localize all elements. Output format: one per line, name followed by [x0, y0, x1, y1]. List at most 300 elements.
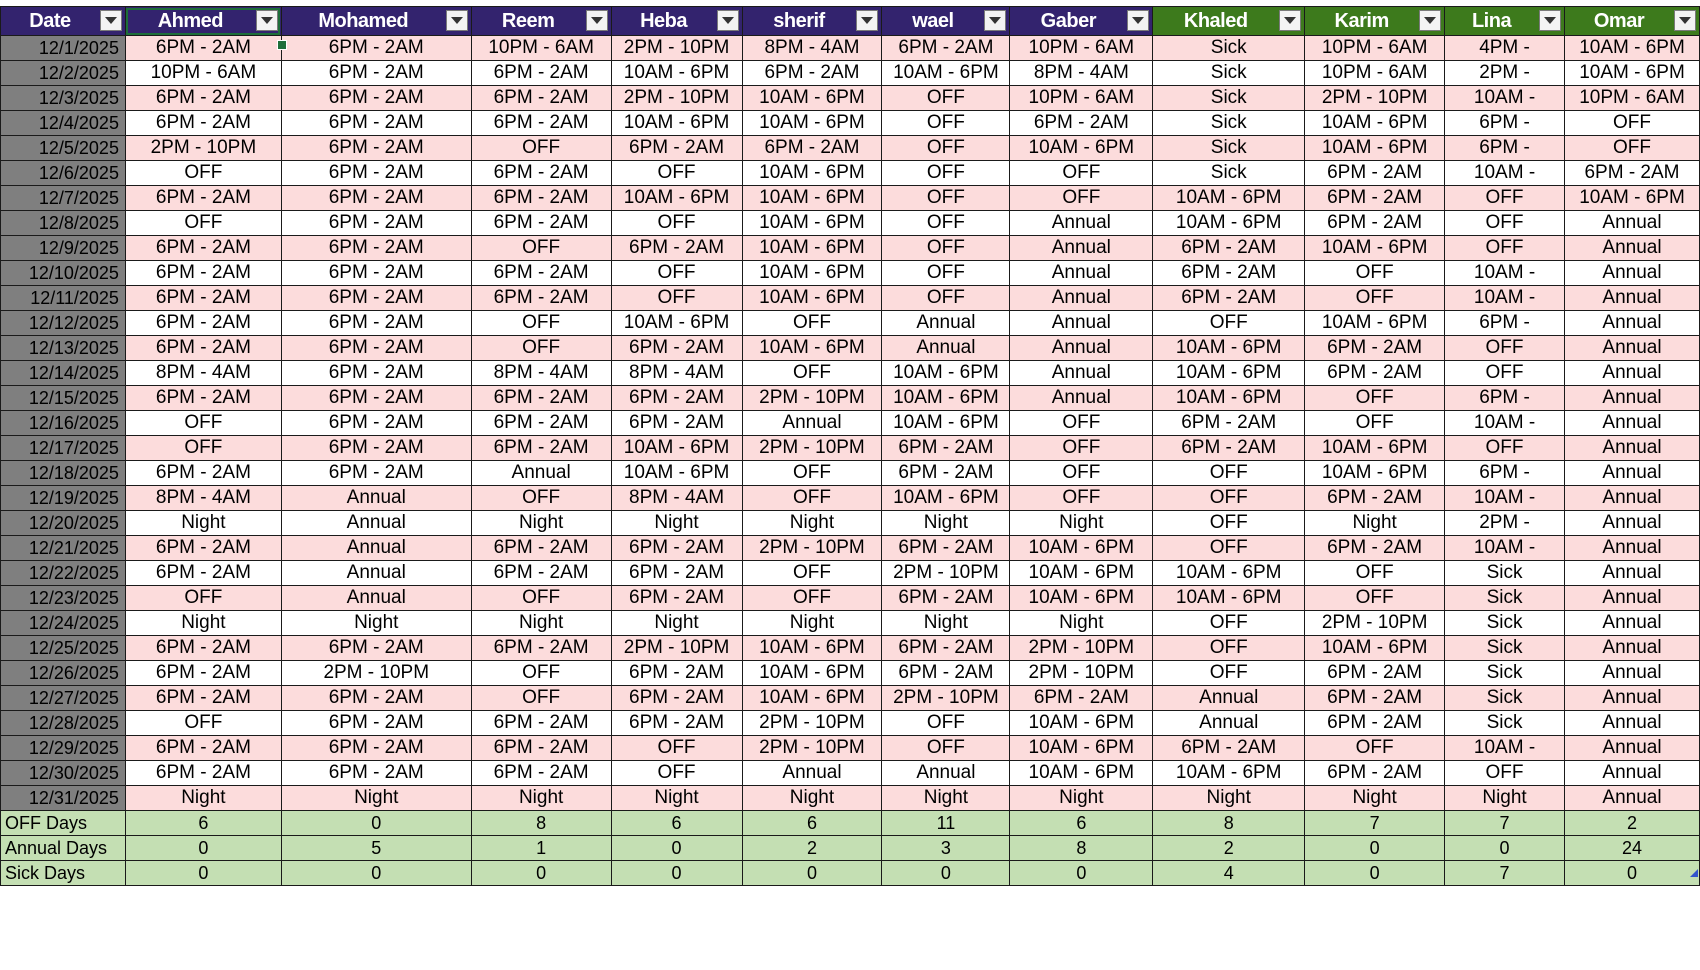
shift-cell[interactable]: 6PM - — [1445, 111, 1565, 136]
shift-cell[interactable]: OFF — [125, 411, 281, 436]
shift-cell[interactable]: Night — [1153, 786, 1305, 811]
shift-cell[interactable]: 10AM - 6PM — [1153, 336, 1305, 361]
shift-cell[interactable]: Night — [1445, 786, 1565, 811]
shift-cell[interactable]: OFF — [1153, 311, 1305, 336]
shift-cell[interactable]: 6PM - 2AM — [1305, 661, 1445, 686]
shift-cell[interactable]: OFF — [611, 161, 742, 186]
shift-cell[interactable]: 10AM - 6PM — [742, 211, 882, 236]
shift-cell[interactable]: OFF — [471, 686, 611, 711]
shift-cell[interactable]: 6PM - 2AM — [882, 636, 1010, 661]
shift-cell[interactable]: OFF — [882, 86, 1010, 111]
shift-cell[interactable]: OFF — [1305, 386, 1445, 411]
shift-cell[interactable]: OFF — [125, 436, 281, 461]
shift-cell[interactable]: 2PM - 10PM — [742, 736, 882, 761]
shift-cell[interactable]: Annual — [1010, 311, 1153, 336]
shift-cell[interactable]: Night — [742, 511, 882, 536]
shift-cell[interactable]: OFF — [882, 736, 1010, 761]
shift-cell[interactable]: 6PM - 2AM — [281, 736, 471, 761]
shift-cell[interactable]: OFF — [882, 136, 1010, 161]
shift-cell[interactable]: OFF — [882, 111, 1010, 136]
shift-cell[interactable]: 6PM - 2AM — [471, 636, 611, 661]
summary-count[interactable]: 7 — [1445, 861, 1565, 886]
shift-cell[interactable]: 6PM - 2AM — [611, 711, 742, 736]
summary-count[interactable]: 24 — [1564, 836, 1699, 861]
shift-cell[interactable]: 6PM - 2AM — [611, 586, 742, 611]
shift-cell[interactable]: 10AM - 6PM — [882, 361, 1010, 386]
shift-cell[interactable]: OFF — [882, 186, 1010, 211]
shift-cell[interactable]: 6PM - 2AM — [125, 386, 281, 411]
shift-cell[interactable]: OFF — [1445, 336, 1565, 361]
date-cell[interactable]: 12/1/2025 — [1, 36, 126, 61]
shift-cell[interactable]: 10AM - 6PM — [1010, 711, 1153, 736]
shift-cell[interactable]: OFF — [1445, 211, 1565, 236]
shift-cell[interactable]: Night — [471, 611, 611, 636]
date-cell[interactable]: 12/3/2025 — [1, 86, 126, 111]
shift-cell[interactable]: 6PM - 2AM — [1305, 186, 1445, 211]
shift-cell[interactable]: 6PM - — [1445, 136, 1565, 161]
shift-cell[interactable]: 6PM - 2AM — [281, 711, 471, 736]
shift-cell[interactable]: OFF — [1153, 461, 1305, 486]
shift-cell[interactable]: 8PM - 4AM — [1010, 61, 1153, 86]
shift-cell[interactable]: 6PM - 2AM — [1305, 211, 1445, 236]
summary-count[interactable]: 2 — [1153, 836, 1305, 861]
shift-cell[interactable]: 10PM - 6AM — [1305, 36, 1445, 61]
summary-count[interactable]: 5 — [281, 836, 471, 861]
shift-cell[interactable]: Sick — [1445, 711, 1565, 736]
summary-count[interactable]: 7 — [1305, 811, 1445, 836]
shift-cell[interactable]: OFF — [1305, 736, 1445, 761]
date-cell[interactable]: 12/29/2025 — [1, 736, 126, 761]
shift-cell[interactable]: OFF — [1445, 236, 1565, 261]
shift-cell[interactable]: 6PM - 2AM — [125, 261, 281, 286]
shift-cell[interactable]: OFF — [1564, 136, 1699, 161]
shift-cell[interactable]: 6PM - 2AM — [125, 661, 281, 686]
shift-cell[interactable]: Annual — [882, 761, 1010, 786]
shift-cell[interactable]: OFF — [1445, 361, 1565, 386]
shift-cell[interactable]: 8PM - 4AM — [611, 361, 742, 386]
shift-cell[interactable]: Night — [471, 786, 611, 811]
date-cell[interactable]: 12/11/2025 — [1, 286, 126, 311]
shift-cell[interactable]: Annual — [1010, 386, 1153, 411]
shift-cell[interactable]: 6PM - 2AM — [1305, 361, 1445, 386]
date-cell[interactable]: 12/26/2025 — [1, 661, 126, 686]
shift-cell[interactable]: OFF — [1305, 286, 1445, 311]
shift-cell[interactable]: OFF — [611, 261, 742, 286]
shift-cell[interactable]: 6PM - 2AM — [471, 261, 611, 286]
shift-cell[interactable]: 6PM - 2AM — [281, 36, 471, 61]
summary-count[interactable]: 0 — [882, 861, 1010, 886]
shift-cell[interactable]: OFF — [1153, 611, 1305, 636]
date-cell[interactable]: 12/10/2025 — [1, 261, 126, 286]
date-cell[interactable]: 12/15/2025 — [1, 386, 126, 411]
shift-cell[interactable]: Annual — [1564, 486, 1699, 511]
filter-dropdown-button[interactable] — [1539, 10, 1561, 31]
shift-cell[interactable]: OFF — [471, 586, 611, 611]
shift-cell[interactable]: 4PM - — [1445, 36, 1565, 61]
shift-cell[interactable]: Annual — [1564, 511, 1699, 536]
shift-cell[interactable]: 10AM - 6PM — [1305, 236, 1445, 261]
date-cell[interactable]: 12/18/2025 — [1, 461, 126, 486]
filter-dropdown-button[interactable] — [1279, 10, 1301, 31]
shift-cell[interactable]: 6PM - 2AM — [611, 536, 742, 561]
shift-cell[interactable]: Annual — [742, 761, 882, 786]
fill-handle[interactable] — [277, 40, 287, 50]
filter-dropdown-button[interactable] — [1127, 10, 1149, 31]
shift-cell[interactable]: Annual — [1010, 211, 1153, 236]
shift-cell[interactable]: 10AM - 6PM — [1305, 136, 1445, 161]
shift-cell[interactable]: 6PM - 2AM — [281, 161, 471, 186]
shift-cell[interactable]: OFF — [742, 311, 882, 336]
shift-cell[interactable]: 6PM - 2AM — [471, 736, 611, 761]
shift-cell[interactable]: 6PM - 2AM — [611, 411, 742, 436]
filter-dropdown-button[interactable] — [1674, 10, 1696, 31]
shift-cell[interactable]: Annual — [1564, 311, 1699, 336]
shift-cell[interactable]: 6PM - 2AM — [882, 586, 1010, 611]
shift-cell[interactable]: OFF — [882, 211, 1010, 236]
shift-cell[interactable]: 6PM - 2AM — [1305, 536, 1445, 561]
shift-cell[interactable]: 6PM - 2AM — [471, 411, 611, 436]
shift-cell[interactable]: OFF — [1445, 436, 1565, 461]
shift-cell[interactable]: Sick — [1153, 86, 1305, 111]
shift-cell[interactable]: 2PM - 10PM — [1010, 636, 1153, 661]
date-cell[interactable]: 12/7/2025 — [1, 186, 126, 211]
filter-dropdown-button[interactable] — [100, 10, 122, 31]
shift-cell[interactable]: 10AM - 6PM — [742, 86, 882, 111]
shift-cell[interactable]: Annual — [1010, 336, 1153, 361]
shift-cell[interactable]: 10AM - 6PM — [1564, 61, 1699, 86]
shift-cell[interactable]: Night — [611, 786, 742, 811]
shift-cell[interactable]: 10AM - 6PM — [742, 636, 882, 661]
summary-count[interactable]: 8 — [1010, 836, 1153, 861]
shift-cell[interactable]: 10AM - 6PM — [882, 386, 1010, 411]
shift-cell[interactable]: 6PM - 2AM — [1564, 161, 1699, 186]
shift-cell[interactable]: Annual — [742, 411, 882, 436]
shift-cell[interactable]: OFF — [611, 761, 742, 786]
shift-cell[interactable]: 2PM - 10PM — [281, 661, 471, 686]
shift-cell[interactable]: 6PM - 2AM — [1305, 711, 1445, 736]
shift-cell[interactable]: 6PM - 2AM — [281, 111, 471, 136]
shift-cell[interactable]: 10AM - 6PM — [742, 286, 882, 311]
shift-cell[interactable]: 6PM - 2AM — [611, 236, 742, 261]
column-header-khaled[interactable] — [1153, 7, 1305, 36]
shift-cell[interactable]: Sick — [1153, 36, 1305, 61]
shift-cell[interactable]: 10AM - 6PM — [742, 186, 882, 211]
shift-cell[interactable]: 10AM - — [1445, 536, 1565, 561]
shift-cell[interactable]: 6PM - 2AM — [125, 636, 281, 661]
shift-cell[interactable]: 6PM - 2AM — [281, 761, 471, 786]
summary-count[interactable]: 0 — [1305, 836, 1445, 861]
shift-cell[interactable]: Night — [125, 511, 281, 536]
date-cell[interactable]: 12/30/2025 — [1, 761, 126, 786]
shift-cell[interactable]: OFF — [882, 286, 1010, 311]
summary-count[interactable]: 6 — [1010, 811, 1153, 836]
shift-cell[interactable]: 6PM - 2AM — [281, 261, 471, 286]
column-header-karim[interactable] — [1305, 7, 1445, 36]
shift-cell[interactable]: 6PM - 2AM — [281, 461, 471, 486]
shift-cell[interactable]: Sick — [1153, 161, 1305, 186]
shift-cell[interactable]: Annual — [1153, 711, 1305, 736]
shift-cell[interactable]: 6PM - 2AM — [125, 236, 281, 261]
shift-cell[interactable]: OFF — [742, 486, 882, 511]
shift-cell[interactable]: Annual — [1153, 686, 1305, 711]
shift-cell[interactable]: 10AM - 6PM — [611, 111, 742, 136]
shift-cell[interactable]: Sick — [1445, 661, 1565, 686]
shift-cell[interactable]: 6PM - 2AM — [1010, 111, 1153, 136]
date-cell[interactable]: 12/20/2025 — [1, 511, 126, 536]
shift-cell[interactable]: 6PM - 2AM — [1305, 336, 1445, 361]
shift-cell[interactable]: 6PM - — [1445, 311, 1565, 336]
date-cell[interactable]: 12/19/2025 — [1, 486, 126, 511]
shift-cell[interactable]: Sick — [1445, 586, 1565, 611]
shift-cell[interactable]: 6PM - 2AM — [281, 86, 471, 111]
shift-cell[interactable]: 6PM - 2AM — [611, 686, 742, 711]
shift-cell[interactable]: 10AM - — [1445, 411, 1565, 436]
shift-cell[interactable]: 6PM - 2AM — [882, 461, 1010, 486]
shift-cell[interactable]: 6PM - 2AM — [471, 86, 611, 111]
summary-count[interactable]: 0 — [471, 861, 611, 886]
summary-count[interactable]: 6 — [611, 811, 742, 836]
shift-cell[interactable]: 2PM - 10PM — [1305, 86, 1445, 111]
shift-cell[interactable]: OFF — [1305, 411, 1445, 436]
date-cell[interactable]: 12/6/2025 — [1, 161, 126, 186]
shift-cell[interactable]: 10PM - 6AM — [471, 36, 611, 61]
shift-cell[interactable]: OFF — [611, 211, 742, 236]
shift-cell[interactable]: 6PM - 2AM — [611, 561, 742, 586]
shift-cell[interactable]: 6PM - 2AM — [125, 186, 281, 211]
shift-cell[interactable]: OFF — [125, 586, 281, 611]
summary-count[interactable]: 7 — [1445, 811, 1565, 836]
shift-cell[interactable]: 6PM - 2AM — [471, 111, 611, 136]
shift-cell[interactable]: OFF — [1153, 486, 1305, 511]
column-header-reem[interactable] — [471, 7, 611, 36]
shift-cell[interactable]: OFF — [1010, 161, 1153, 186]
shift-cell[interactable]: OFF — [1305, 561, 1445, 586]
shift-cell[interactable]: Sick — [1445, 611, 1565, 636]
shift-cell[interactable]: 10AM - 6PM — [1564, 36, 1699, 61]
date-cell[interactable]: 12/25/2025 — [1, 636, 126, 661]
column-header-mohamed[interactable] — [281, 7, 471, 36]
shift-cell[interactable]: 10AM - — [1445, 161, 1565, 186]
shift-cell[interactable]: 2PM - 10PM — [742, 386, 882, 411]
shift-cell[interactable]: Annual — [1564, 211, 1699, 236]
summary-count[interactable]: 0 — [281, 811, 471, 836]
shift-cell[interactable]: OFF — [471, 486, 611, 511]
shift-cell[interactable]: Night — [882, 611, 1010, 636]
date-cell[interactable]: 12/23/2025 — [1, 586, 126, 611]
shift-cell[interactable]: Sick — [1153, 111, 1305, 136]
shift-cell[interactable]: OFF — [1153, 636, 1305, 661]
shift-cell[interactable]: Annual — [1010, 361, 1153, 386]
shift-cell[interactable]: Sick — [1445, 686, 1565, 711]
shift-cell[interactable]: 6PM - 2AM — [1153, 261, 1305, 286]
summary-label[interactable]: Annual Days — [1, 836, 126, 861]
shift-cell[interactable]: Annual — [1564, 536, 1699, 561]
shift-cell[interactable]: OFF — [882, 161, 1010, 186]
shift-cell[interactable]: 10AM - 6PM — [1153, 186, 1305, 211]
shift-cell[interactable]: 6PM - 2AM — [125, 111, 281, 136]
date-cell[interactable]: 12/12/2025 — [1, 311, 126, 336]
summary-count[interactable]: 2 — [742, 836, 882, 861]
filter-dropdown-button[interactable] — [446, 10, 468, 31]
shift-cell[interactable]: OFF — [1305, 261, 1445, 286]
shift-cell[interactable]: 2PM - 10PM — [1305, 611, 1445, 636]
shift-cell[interactable]: 10AM - 6PM — [1010, 736, 1153, 761]
shift-cell[interactable]: OFF — [1153, 511, 1305, 536]
shift-cell[interactable]: 6PM - 2AM — [742, 136, 882, 161]
date-cell[interactable]: 12/24/2025 — [1, 611, 126, 636]
shift-cell[interactable]: 6PM - — [1445, 461, 1565, 486]
shift-cell[interactable]: Annual — [882, 311, 1010, 336]
shift-cell[interactable]: 2PM - 10PM — [742, 711, 882, 736]
shift-cell[interactable]: OFF — [125, 161, 281, 186]
shift-cell[interactable]: Night — [471, 511, 611, 536]
shift-cell[interactable]: 10AM - 6PM — [1010, 561, 1153, 586]
shift-cell[interactable]: 10AM - 6PM — [742, 261, 882, 286]
shift-cell[interactable]: OFF — [1010, 436, 1153, 461]
shift-cell[interactable]: 6PM - 2AM — [882, 436, 1010, 461]
column-header-wael[interactable] — [882, 7, 1010, 36]
shift-cell[interactable]: 6PM - 2AM — [882, 36, 1010, 61]
shift-cell[interactable]: 10AM - 6PM — [1564, 186, 1699, 211]
shift-cell[interactable]: 8PM - 4AM — [471, 361, 611, 386]
date-cell[interactable]: 12/13/2025 — [1, 336, 126, 361]
shift-cell[interactable]: 6PM - 2AM — [1010, 686, 1153, 711]
shift-cell[interactable]: Night — [281, 611, 471, 636]
shift-cell[interactable]: OFF — [471, 236, 611, 261]
shift-cell[interactable]: Annual — [1564, 736, 1699, 761]
shift-cell[interactable]: 6PM - 2AM — [1153, 736, 1305, 761]
shift-cell[interactable]: OFF — [125, 711, 281, 736]
shift-cell[interactable]: 10PM - 6AM — [1010, 86, 1153, 111]
shift-cell[interactable]: Annual — [281, 586, 471, 611]
shift-cell[interactable]: 2PM - 10PM — [1010, 661, 1153, 686]
shift-cell[interactable]: OFF — [611, 286, 742, 311]
shift-cell[interactable]: 10AM - 6PM — [742, 336, 882, 361]
shift-cell[interactable]: OFF — [611, 736, 742, 761]
shift-cell[interactable]: Annual — [1564, 661, 1699, 686]
shift-cell[interactable]: 10AM - 6PM — [1153, 386, 1305, 411]
date-cell[interactable]: 12/21/2025 — [1, 536, 126, 561]
shift-cell[interactable]: 6PM - 2AM — [125, 686, 281, 711]
shift-cell[interactable]: Night — [882, 511, 1010, 536]
shift-cell[interactable]: 2PM - 10PM — [882, 686, 1010, 711]
shift-cell[interactable]: 6PM - 2AM — [125, 336, 281, 361]
shift-cell[interactable]: 6PM - 2AM — [471, 286, 611, 311]
shift-cell[interactable]: 6PM - 2AM — [471, 536, 611, 561]
shift-cell[interactable]: OFF — [471, 661, 611, 686]
date-cell[interactable]: 12/17/2025 — [1, 436, 126, 461]
shift-cell[interactable]: 10AM - 6PM — [1010, 136, 1153, 161]
shift-cell[interactable]: 6PM - 2AM — [611, 661, 742, 686]
summary-count[interactable]: 0 — [125, 861, 281, 886]
summary-count[interactable]: 0 — [742, 861, 882, 886]
shift-cell[interactable]: OFF — [882, 261, 1010, 286]
shift-cell[interactable]: 6PM - 2AM — [281, 236, 471, 261]
column-header-ahmed[interactable] — [125, 7, 281, 36]
summary-count[interactable]: 0 — [611, 861, 742, 886]
shift-cell[interactable]: 6PM - 2AM — [281, 336, 471, 361]
summary-count[interactable]: 8 — [471, 811, 611, 836]
shift-cell[interactable]: 10AM - 6PM — [611, 186, 742, 211]
shift-cell[interactable]: Annual — [1564, 261, 1699, 286]
shift-cell[interactable]: 10PM - 6AM — [125, 61, 281, 86]
shift-cell[interactable]: Annual — [1564, 761, 1699, 786]
column-header-omar[interactable] — [1564, 7, 1699, 36]
column-header-lina[interactable] — [1445, 7, 1565, 36]
shift-cell[interactable]: 6PM - 2AM — [125, 461, 281, 486]
summary-count[interactable]: 0 — [1010, 861, 1153, 886]
shift-cell[interactable]: Annual — [281, 561, 471, 586]
filter-dropdown-button[interactable] — [256, 10, 278, 31]
shift-cell[interactable]: OFF — [1305, 586, 1445, 611]
column-header-heba[interactable] — [611, 7, 742, 36]
summary-count[interactable]: 11 — [882, 811, 1010, 836]
date-cell[interactable]: 12/9/2025 — [1, 236, 126, 261]
shift-cell[interactable]: 6PM - 2AM — [281, 211, 471, 236]
shift-cell[interactable]: 6PM - 2AM — [471, 61, 611, 86]
shift-cell[interactable]: Annual — [1564, 236, 1699, 261]
shift-cell[interactable]: 10AM - 6PM — [1305, 111, 1445, 136]
shift-cell[interactable]: 10AM - 6PM — [742, 111, 882, 136]
shift-cell[interactable]: 10AM - — [1445, 486, 1565, 511]
shift-cell[interactable]: Night — [611, 511, 742, 536]
shift-cell[interactable]: OFF — [882, 711, 1010, 736]
shift-cell[interactable]: Sick — [1153, 61, 1305, 86]
shift-cell[interactable]: OFF — [742, 361, 882, 386]
shift-cell[interactable]: 6PM - 2AM — [882, 536, 1010, 561]
shift-cell[interactable]: OFF — [882, 236, 1010, 261]
shift-cell[interactable]: 10AM - — [1445, 261, 1565, 286]
date-cell[interactable]: 12/16/2025 — [1, 411, 126, 436]
shift-cell[interactable]: OFF — [742, 561, 882, 586]
shift-cell[interactable]: Annual — [1564, 686, 1699, 711]
shift-cell[interactable]: Annual — [1010, 286, 1153, 311]
shift-cell[interactable]: Night — [125, 786, 281, 811]
shift-cell[interactable]: 10AM - 6PM — [742, 686, 882, 711]
shift-cell[interactable]: 6PM - 2AM — [1153, 286, 1305, 311]
shift-cell[interactable]: OFF — [742, 461, 882, 486]
shift-cell[interactable]: 6PM - 2AM — [471, 161, 611, 186]
shift-cell[interactable]: 10AM - 6PM — [1010, 536, 1153, 561]
shift-cell[interactable]: Annual — [471, 461, 611, 486]
shift-cell[interactable]: Annual — [1564, 436, 1699, 461]
summary-count[interactable]: 2 — [1564, 811, 1699, 836]
shift-cell[interactable]: 6PM - 2AM — [742, 61, 882, 86]
shift-cell[interactable]: 10PM - 6AM — [1305, 61, 1445, 86]
shift-cell[interactable]: Annual — [1564, 386, 1699, 411]
shift-cell[interactable]: 6PM - 2AM — [471, 211, 611, 236]
summary-count[interactable]: 0 — [1564, 861, 1699, 886]
shift-cell[interactable]: 10AM - 6PM — [611, 311, 742, 336]
shift-cell[interactable]: OFF — [125, 211, 281, 236]
date-cell[interactable]: 12/27/2025 — [1, 686, 126, 711]
shift-cell[interactable]: 2PM - 10PM — [611, 86, 742, 111]
summary-count[interactable]: 0 — [1305, 861, 1445, 886]
date-cell[interactable]: 12/4/2025 — [1, 111, 126, 136]
date-cell[interactable]: 12/31/2025 — [1, 786, 126, 811]
shift-cell[interactable]: 6PM - 2AM — [471, 761, 611, 786]
shift-cell[interactable]: 10AM - — [1445, 86, 1565, 111]
column-header-gaber[interactable] — [1010, 7, 1153, 36]
shift-cell[interactable]: Sick — [1445, 561, 1565, 586]
shift-cell[interactable]: 2PM - 10PM — [882, 561, 1010, 586]
shift-cell[interactable]: 10AM - — [1445, 736, 1565, 761]
shift-cell[interactable]: 10AM - — [1445, 286, 1565, 311]
filter-dropdown-button[interactable] — [717, 10, 739, 31]
shift-cell[interactable]: Sick — [1445, 636, 1565, 661]
shift-cell[interactable]: 6PM - 2AM — [281, 186, 471, 211]
shift-cell[interactable]: 2PM - 10PM — [742, 436, 882, 461]
